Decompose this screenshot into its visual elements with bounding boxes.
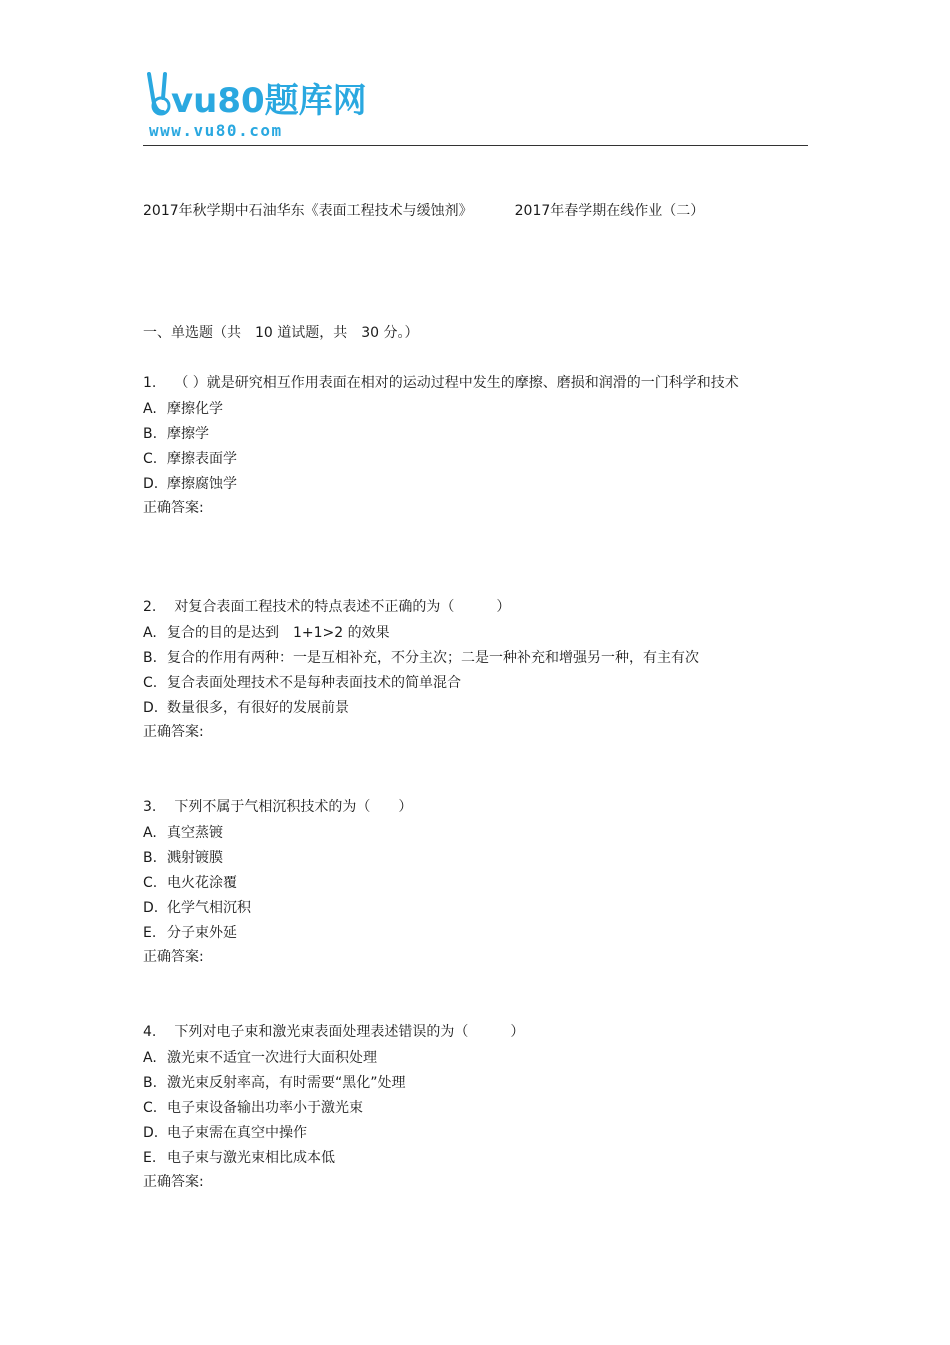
- course-title: 2017年秋学期中石油华东《表面工程技术与缓蚀剂》: [143, 203, 473, 219]
- option-a[interactable]: A. 摩擦化学: [143, 401, 223, 417]
- assignment-title: 2017年春学期在线作业（二）: [514, 203, 705, 219]
- option-e[interactable]: E. 分子束外延: [143, 925, 237, 941]
- question-text: 下列不属于气相沉积技术的为（ ）: [174, 799, 413, 815]
- option-b[interactable]: B. 复合的作用有两种：一是互相补充，不分主次；二是一种补充和增强另一种，有主有次: [143, 650, 699, 666]
- document-title: [143, 200, 704, 220]
- question-stem: [143, 796, 753, 819]
- question-number: 4.: [143, 1024, 157, 1040]
- option-b[interactable]: B. 溅射镀膜: [143, 850, 223, 866]
- option-d[interactable]: D. 化学气相沉积: [143, 900, 251, 916]
- option-a[interactable]: A. 复合的目的是达到 1+1>2 的效果: [143, 625, 390, 641]
- option-b[interactable]: B. 摩擦学: [143, 426, 209, 442]
- option-c[interactable]: C. 电子束设备输出功率小于激光束: [143, 1100, 363, 1116]
- option-d[interactable]: D. 摩擦腐蚀学: [143, 476, 237, 492]
- question-1: [143, 372, 753, 519]
- answer-label: 正确答案:: [143, 500, 204, 516]
- answer-label: 正确答案:: [143, 1174, 204, 1190]
- question-stem: [143, 1021, 753, 1044]
- question-text: 对复合表面工程技术的特点表述不正确的为（ ）: [174, 599, 511, 615]
- question-stem: [143, 372, 753, 395]
- site-logo: [143, 68, 367, 144]
- question-4: [143, 1021, 753, 1193]
- option-d[interactable]: D. 数量很多，有很好的发展前景: [143, 700, 349, 716]
- question-text: （ ）就是研究相互作用表面在相对的运动过程中发生的摩擦、磨损和润滑的一门科学和技术: [174, 375, 739, 391]
- question-3: [143, 796, 753, 968]
- question-number: 2.: [143, 599, 157, 615]
- option-a[interactable]: A. 激光束不适宜一次进行大面积处理: [143, 1050, 377, 1066]
- question-2: [143, 596, 753, 743]
- question-stem: [143, 596, 753, 619]
- option-c[interactable]: C. 摩擦表面学: [143, 451, 237, 467]
- question-number: 3.: [143, 799, 157, 815]
- option-d[interactable]: D. 电子束需在真空中操作: [143, 1125, 307, 1141]
- logo-url-text: www.vu80.com: [149, 121, 283, 140]
- section-heading: 一、单选题（共 10 道试题，共 30 分。）: [143, 325, 419, 341]
- option-a[interactable]: A. 真空蒸镀: [143, 825, 223, 841]
- logo-brand-text: vu80题库网: [171, 81, 367, 121]
- answer-label: 正确答案:: [143, 949, 204, 965]
- header-divider: [143, 145, 808, 146]
- question-number: 1.: [143, 375, 157, 391]
- option-c[interactable]: C. 电火花涂覆: [143, 875, 237, 891]
- option-c[interactable]: C. 复合表面处理技术不是每种表面技术的简单混合: [143, 675, 461, 691]
- option-b[interactable]: B. 激光束反射率高，有时需要“黑化”处理: [143, 1075, 406, 1091]
- question-text: 下列对电子束和激光束表面处理表述错误的为（ ）: [174, 1024, 525, 1040]
- answer-label: 正确答案:: [143, 724, 204, 740]
- option-e[interactable]: E. 电子束与激光束相比成本低: [143, 1150, 335, 1166]
